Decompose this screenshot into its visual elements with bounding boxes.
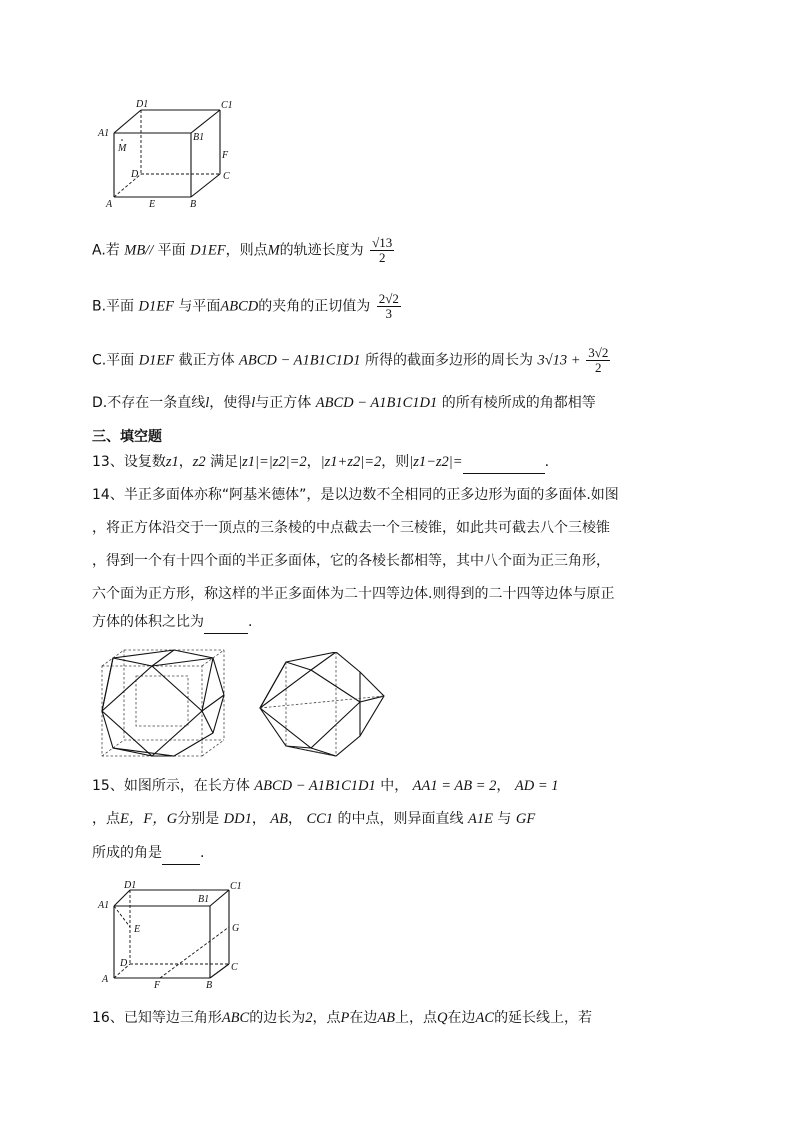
fig4-label-B: B [206,980,213,990]
cuboid-figure [94,878,254,990]
fig4-label-B1: B1 [198,894,210,905]
question-14-line-3: ，得到一个有十四个面的半正多面体，它的各棱长都相等，其中八个面为正三角形， [92,553,610,569]
fig4-label-D1: D1 [124,880,137,891]
fig4-label-G: G [232,923,240,934]
cuboctahedron-in-cube-figure [98,648,228,760]
fig1-label-E: E [149,199,156,210]
question-14-line-4: 六个面为正方形，称这样的半正多面体为二十四等边体.则得到的二十四等边体与原正 [92,586,615,602]
fig1-label-M: M [118,143,127,154]
option-b-fraction: $\frac{2√2}{3}$ [378,291,399,321]
fig1-label-B: B [190,199,197,210]
question-14-line-2: ，将正方体沿交于一顶点的三条棱的中点截去一个三棱锥，如此共可截去八个三棱锥 [92,520,610,536]
answer-blank-15[interactable] [162,842,200,865]
option-b: B.平面 D1EF 与平面ABCD的夹角的正切值为 $\frac{2√2}{3}$ [92,291,399,321]
cuboctahedron-figure [256,652,386,758]
fig4-label-E: E [134,924,141,935]
cube-figure-1 [96,98,246,210]
fig4-label-C1: C1 [230,881,242,892]
fig1-label-F: F [222,150,229,161]
fig4-label-D: D [120,958,128,969]
option-c-fraction: $\frac{3√2}{2}$ [588,345,609,375]
option-d: D.不存在一条直线l，使得l与正方体 ABCD − A1B1C1D1 的所有棱所成的角都相等 [92,395,596,411]
question-15-line-2: ，点E，F，G分别是 DD1， AB， CC1 的中点，则异面直线 A1E 与 GF [92,811,536,827]
question-16: 16、已知等边三角形ABC的边长为2，点P在边AB上，点Q在边AC的延长线上，若 [92,1010,593,1026]
question-15-line-3: 所成的角是 . [92,842,204,865]
fig1-label-D1: D1 [136,99,149,110]
option-a-fraction: $\frac{√13}{2}$ [372,235,393,265]
fig1-label-A1: A1 [98,128,110,139]
fig1-label-A: A [106,199,113,210]
fig4-label-A: A [102,974,109,985]
option-a: A.若 MB// 平面 D1EF，则点M的轨迹长度为 $\frac{√13}{2}$ [92,235,393,265]
question-14-line-1: 14、半正多面体亦称“阿基米德体”，是以边数不全相同的正多边形为面的多面体.如图 [92,487,619,503]
fig1-label-D: D [131,169,139,180]
question-13: 13、设复数z1，z2 满足|z1|=|z2|=2，|z1+z2|=2，则|z1−z2|= . [92,451,549,474]
question-14-line-5: 方体的体积之比为 . [92,611,252,634]
fig1-label-C1: C1 [221,100,233,111]
answer-blank-13[interactable] [463,451,545,474]
section-heading: 三、填空题 [92,429,162,445]
fig1-label-C: C [223,171,230,182]
option-c: C.平面 D1EF 截正方体 ABCD − A1B1C1D1 所得的截面多边形的周长为 3√13 + $\frac{3√2}{2}$ [92,345,609,375]
fig4-label-C: C [231,962,238,973]
fig4-label-A1: A1 [98,900,110,911]
question-15-line-1: 15、如图所示，在长方体 ABCD − A1B1C1D1 中， AA1 = AB = 2， AD = 1 [92,778,559,794]
fig1-label-B1: B1 [193,132,205,143]
fig4-label-F: F [154,980,161,990]
answer-blank-14[interactable] [204,611,248,634]
